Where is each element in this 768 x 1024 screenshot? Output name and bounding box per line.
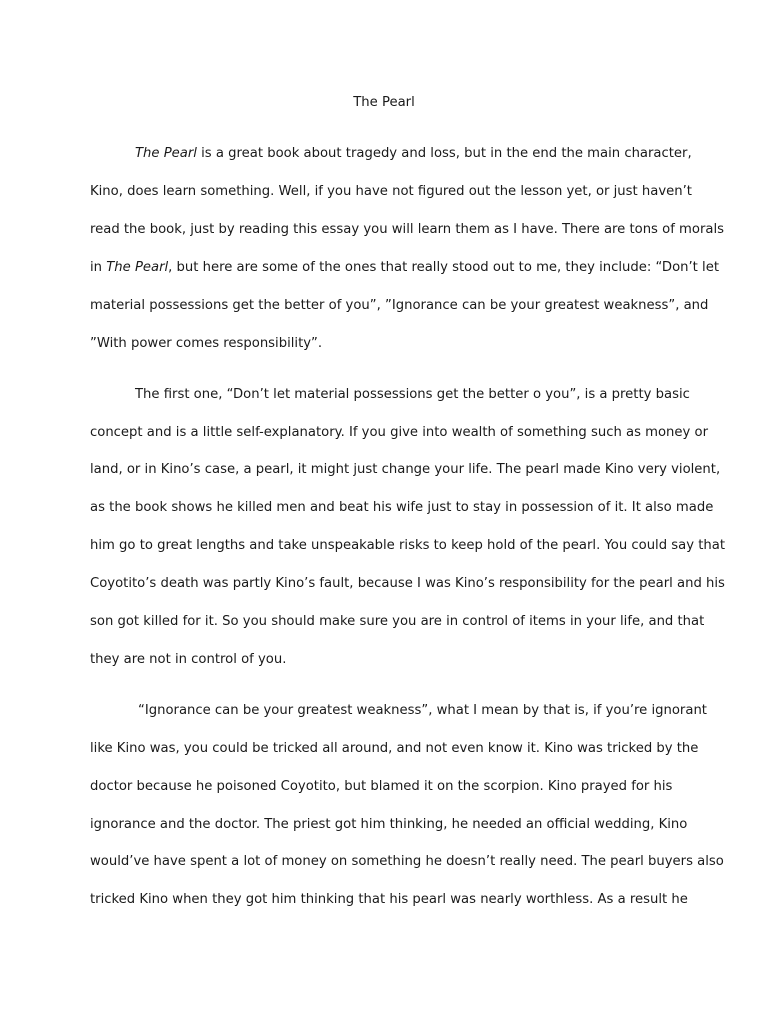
text-line: doctor because he poisoned Coyotito, but blamed it on the scorpion. Kino prayed for his	[90, 779, 673, 794]
text-line: land, or in Kino’s case, a pearl, it might just change your life. The pearl made Kino very violent,	[90, 462, 721, 477]
text-line: they are not in control of you.	[90, 652, 287, 667]
text-line: The first one, “Don’t let material possessions get the better o you”, is a pretty basic	[135, 387, 690, 402]
text-line: son got killed for it. So you should make sure you are in control of items in your life, and that	[90, 614, 705, 629]
text-line: him go to great lengths and take unspeakable risks to keep hold of the pearl. You could say that	[90, 538, 726, 553]
text-line: Coyotito’s death was partly Kino’s fault, because I was Kino’s responsibility for the pearl and his	[90, 576, 725, 591]
text-line: “Ignorance can be your greatest weakness”, what I mean by that is, if you’re ignorant	[138, 703, 707, 718]
text-line: tricked Kino when they got him thinking that his pearl was nearly worthless. As a result he	[90, 892, 688, 907]
text-line: as the book shows he killed men and beat his wife just to stay in possession of it. It also made	[90, 500, 714, 515]
text-span: in	[90, 260, 107, 275]
text-line: ”With power comes responsibility”.	[90, 336, 323, 351]
text-line: like Kino was, you could be tricked all around, and not even know it. Kino was tricked by the	[90, 741, 699, 756]
text-line: read the book, just by reading this essay you will learn them as I have. There are tons of morals	[90, 222, 724, 237]
book-title-italic: The Pearl	[135, 146, 197, 161]
text-line: ignorance and the doctor. The priest got him thinking, he needed an official wedding, Kino	[90, 817, 688, 832]
text-span: , but here are some of the ones that really stood out to me, they include: “Don’t let	[168, 260, 719, 275]
text-line: would’ve have spent a lot of money on something he doesn’t really need. The pearl buyers also	[90, 854, 724, 869]
book-title-italic: The Pearl	[106, 260, 169, 275]
text-line: Kino, does learn something. Well, if you have not figured out the lesson yet, or just haven’t	[90, 184, 692, 199]
text-line: material possessions get the better of you”, ”Ignorance can be your greatest weakness”, and	[90, 298, 709, 313]
text-span: is a great book about tragedy and loss, but in the end the main character,	[196, 146, 692, 161]
document-title: The Pearl	[353, 95, 415, 110]
text-line: concept and is a little self-explanatory. If you give into wealth of something such as money or	[90, 425, 709, 440]
text-line	[90, 259, 719, 277]
text-line	[90, 145, 735, 163]
